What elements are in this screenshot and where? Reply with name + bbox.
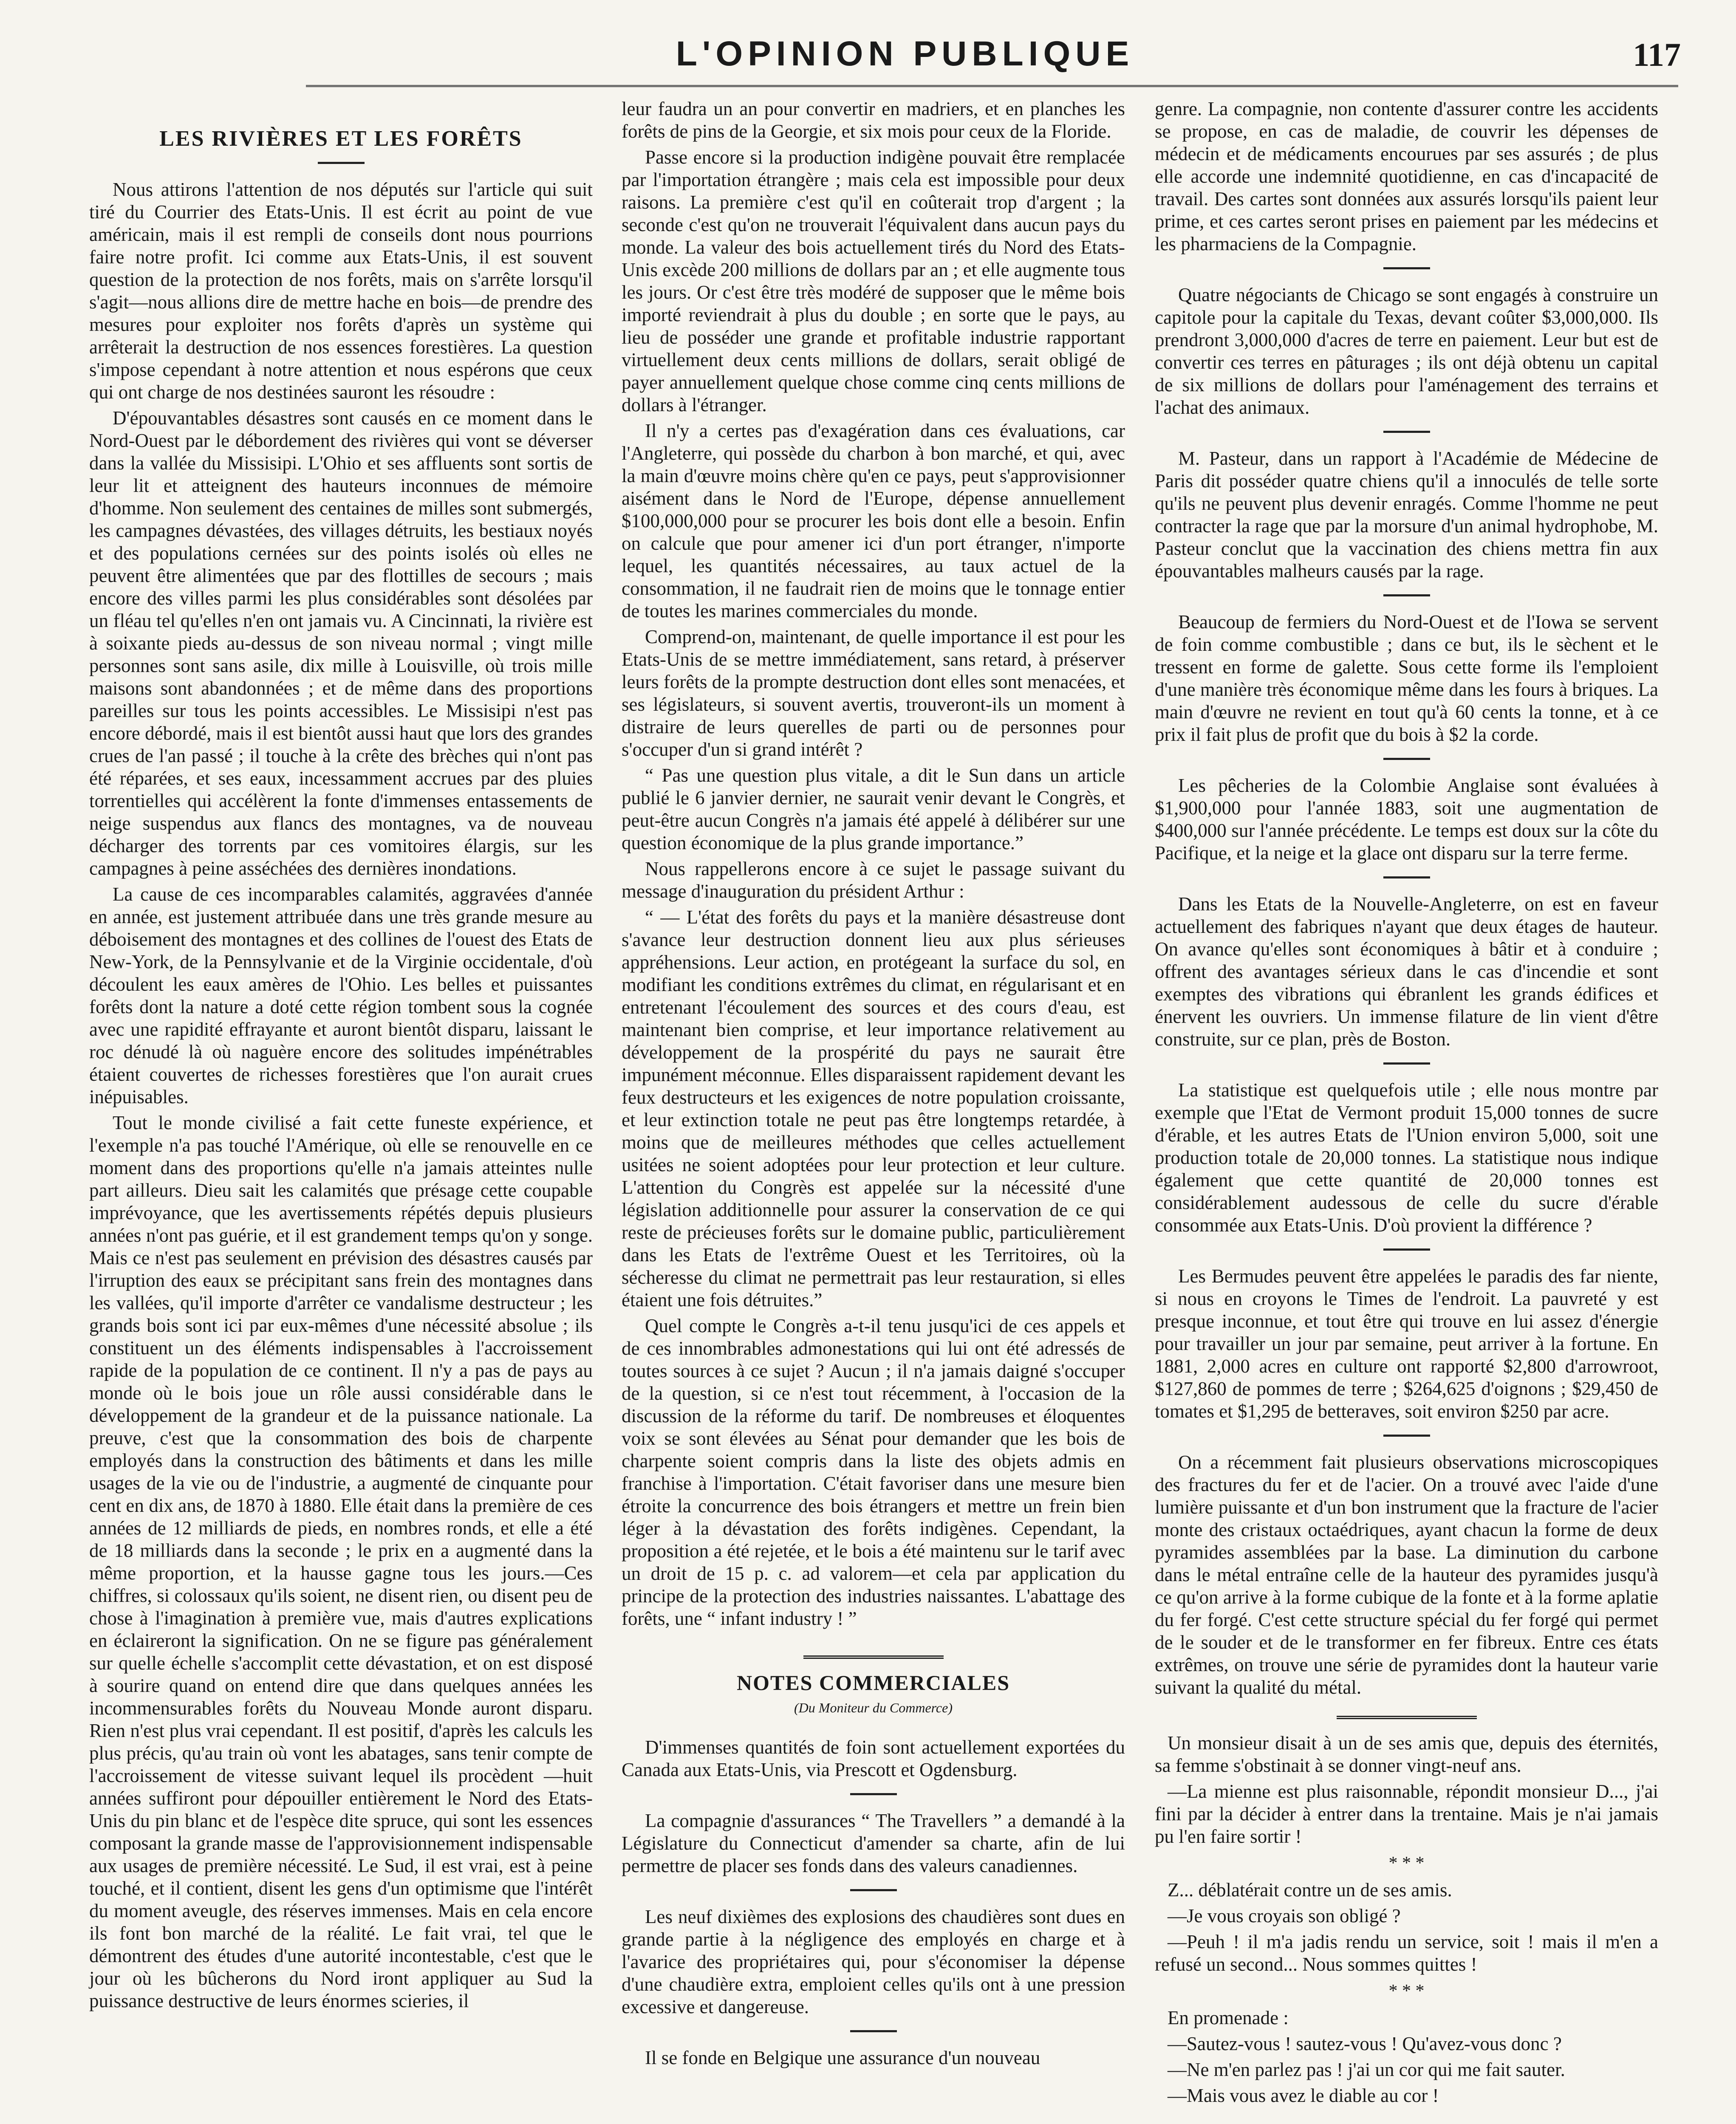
- note-rule: [1383, 1435, 1430, 1437]
- column-3: [1155, 98, 1658, 2110]
- article-paragraph: Nous rappellerons encore à ce sujet le passage suivant du message d'inauguration du président Arthur :: [622, 858, 1125, 902]
- jokes-section: [1155, 1732, 1658, 2107]
- joke-line: —La mienne est plus raisonnable, répondit monsieur D..., j'ai fini par la décider à entrer dans la trentaine. Mais je n'ai jamais pu l'en faire sortir !: [1155, 1781, 1658, 1847]
- asterism: * * *: [1388, 1853, 1425, 1873]
- note-item: Quatre négociants de Chicago se sont engagés à construire un capitole pour la capitale du Texas, devant coûter $3,000,000. Ils prendront 3,000,000 d'acres de terre en paiement. Leur but est de convertir ces terres en pâturages ; ils ont déjà obtenu un capital de six millions de dollars pour l'aménagement des terrains et l'achat des animaux.: [1155, 284, 1658, 418]
- note-rule: [1383, 1248, 1430, 1251]
- note-item: genre. La compagnie, non contente d'assurer contre les accidents se propose, en cas de maladie, de couvrir les dépenses de médecin et de médicaments encourues par ses assurés ; de plus elle accorde une indemnité quotidienne, en cas d'incapacité de travail. Des cartes sont données aux assurés lorsqu'ils paient leur prime, et ces cartes seront prises en paiement par les médecins et les pharmaciens de la Compagnie.: [1155, 98, 1658, 254]
- page-number: 117: [1633, 36, 1681, 73]
- article-paragraph: Nous attirons l'attention de nos députés sur l'article qui suit tiré du Courrier des Etats-Unis. Il est écrit au point de vue américain, mais il est rempli de conseils dont nous pourrions faire notre profit. Ici comme aux Etats-Unis, il est souvent question de la protection de nos forêts, mais on s'arrête lorsqu'il s'agit—nous allions dire de mettre hache en bois—de prendre des mesures pour exploiter nos forêts d'après un système qui arrêterait la destruction de nos essences forestières. La question s'impose cependant à notre attention et nous espérons que ceux qui ont charge de nos destinées sauront les résoudre :: [89, 179, 593, 403]
- notes-title: NOTES COMMERCIALES: [736, 1671, 1010, 1695]
- note-item: Dans les Etats de la Nouvelle-Angleterre, on est en faveur actuellement des fabriques n'ayant que deux étages de hauteur. On avance qu'elles sont économiques à bâtir et à conduire ; offrent des avantages sérieux dans le cas d'incendie et sont exemptes des vibrations qui ébranlent les grands édifices et énervent les ouvriers. Un immense filature de lin vient d'être construite, sur ce plan, près de Boston.: [1155, 893, 1658, 1050]
- article-paragraph: Il n'y a certes pas d'exagération dans ces évaluations, car l'Angleterre, qui possède du charbon à bon marché, et qui, avec la main d'œuvre moins chère qu'en ce pays, peut s'approvisionner aisément dans le Nord de l'Europe, dépense annuellement $100,000,000 pour se procurer les bois dont elle a besoin. Enfin on calcule que pour amener ici d'un port étranger, n'importe lequel, les quantités nécessaires, au taux actuel de la consommation, il ne faudrait rien de moins que le tonnage entier de toutes les marines commerciales du monde.: [622, 420, 1125, 621]
- notes-subtitle: (Du Moniteur du Commerce): [794, 1700, 953, 1715]
- note-rule: [1383, 594, 1430, 596]
- joke-line: Un monsieur disait à un de ses amis que, depuis des éternités, sa femme s'obstinait à se donner vingt-neuf ans.: [1155, 1732, 1658, 1776]
- note-rule: [850, 1793, 897, 1795]
- article-paragraph: Passe encore si la production indigène pouvait être remplacée par l'importation étrangère ; mais cela est impossible pour deux raisons. La première c'est qu'il en coûterait trop d'argent ; la seconde c'est qu'on ne trouverait l'équivalent dans aucun pays du monde. La valeur des bois actuellement tirés du Nord des Etats-Unis excède 200 millions de dollars par an ; et elle augmente tous les jours. Or c'est être très modéré de supposer que le même bois importé reviendrait à plus du double ; en sorte que le pays, au lieu de posséder une grande et profitable industrie rapportant virtuellement deux cents millions de dollars, serait obligé de payer annuellement quelque chose comme cinq cents millions de dollars à l'étranger.: [622, 147, 1125, 415]
- note-rule: [1383, 876, 1430, 878]
- joke-line: —Mais vous avez le diable au cor !: [1168, 2085, 1439, 2106]
- joke-line: —Sautez-vous ! sautez-vous ! Qu'avez-vous donc ?: [1168, 2033, 1562, 2054]
- joke-line: En promenade :: [1168, 2007, 1289, 2028]
- asterism: * * *: [1388, 1981, 1425, 2001]
- article-paragraph: Quel compte le Congrès a-t-il tenu jusqu'ici de ces appels et de ces innombrables admonestations qui lui ont été adressés de toutes sources à ce sujet ? Aucun ; il n'a jamais daigné s'occuper de la question, si ce n'est tout récemment, à l'occasion de la discussion de la réforme du tarif. De nombreuses et éloquentes voix se sont élevées au Sénat pour demander que les bois de charpente soient compris dans la liste des objets admis en franchise à l'importation. C'était favoriser dans une mesure bien étroite la concurrence des bois étrangers et mettre un frein bien léger à la dévastation des forêts indigènes. Cependant, la proposition a été rejetée, et le bois a été maintenu sur le tarif avec un droit de 15 p. c. ad valorem—et cela par application du principe de la protection des industries naissantes. L'abattage des forêts, une “ infant industry ! ”: [622, 1315, 1125, 1629]
- note-item: Il se fonde en Belgique une assurance d'un nouveau: [645, 2047, 1040, 2068]
- article-paragraph: “ Pas une question plus vitale, a dit le Sun dans un article publié le 6 janvier dernier, ne saurait venir devant le Congrès, et peut-être aucun Congrès n'a jamais été appelé à délibérer sur une question économique de la plus grande importance.”: [622, 765, 1125, 853]
- note-item: La compagnie d'assurances “ The Travellers ” a demandé à la Législature du Connecticut d'amender sa charte, afin de lui permettre de placer ses fonds dans des valeurs canadiennes.: [622, 1810, 1125, 1876]
- note-item: On a récemment fait plusieurs observations microscopiques des fractures du fer et de l'acier. On a trouvé avec l'aide d'une lumière puissante et d'un bon instrument que la fracture de l'acier monte des cristaux octaédriques, ayant chacun la forme de deux pyramides assemblées par la base. La diminution du carbone dans le métal entraîne celle de la hauteur des pyramides jusqu'à ce qu'on arrive à la forme cubique de la fonte et à la forme aplatie du fer forgé. C'est cette structure spécial du fer forgé qui permet de le souder et de le transformer en fer fibreux. Entre ces états extrêmes, on trouve une série de pyramides dont la hauteur varie suivant la qualité du métal.: [1155, 1452, 1658, 1698]
- note-rule: [1383, 758, 1430, 760]
- publication-title: L'OPINION PUBLIQUE: [676, 34, 1134, 73]
- note-item: Les neuf dixièmes des explosions des chaudières sont dues en grande partie à la négligence des employés en charge et à l'avarice des propriétaires qui, pour s'économiser la dépense d'une chaudière extra, emploient celles qu'ils ont à une pression excessive et dangereuse.: [622, 1906, 1125, 2017]
- article-paragraph: Tout le monde civilisé a fait cette funeste expérience, et l'exemple n'a pas touché l'Amérique, où elle se renouvelle en ce moment dans des proportions qu'elle n'a jamais atteintes nulle part ailleurs. Dieu sait les calamités que présage cette coupable imprévoyance, que les avertissements répétés depuis plusieurs années n'ont pas guérie, et il est grandement temps qu'on y songe. Mais ce n'est pas seulement en prévision des désastres causés par l'irruption des eaux se précipitant sans frein des montagnes dans les vallées, qu'il importe d'arrêter ce vandalisme destructeur ; les grands bois sont ici par eux-mêmes d'une nécessité absolue ; ils constituent un des éléments indispensables à l'accroissement rapide de la population de ce continent. Il n'y a pas de pays au monde où le bois joue un rôle aussi considérable dans le développement de la grandeur et de la puissance nationale. La preuve, c'est que la consommation des bois de charpente employés dans la construction des bâtiments et dans les mille usages de la vie ou de l'industrie, a augmenté de cinquante pour cent en dix ans, de 1870 à 1880. Elle était dans la première de ces années de 12 milliards de pieds, en nombres ronds, et elle a été de 18 milliards dans la seconde ; le prix en a augmenté dans la même proportion, et la hausse gagne tous les jours.—Ces chiffres, si colossaux qu'ils soient, ne disent rien, ou disent peu de chose à l'imagination à première vue, mais d'autres explications en éclaireront la signification. On ne se figure pas généralement sur quelle échelle s'accomplit cette dévastation, et on est disposé à sourire quand on entend dire que dans quelques années les incommensurables forêts du Nouveau Monde auront disparu. Rien n'est plus vrai cependant. Il est positif, d'après les calculs les plus précis, qu'au train où vont les abatages, sans tenir compte de l'accroissement de vitesse suivant lequel ils procèdent —huit années suffiront pour dépouiller entièrement le Nord des Etats-Unis du pin blanc et de l'espèce dite spruce, qui sont les essences composant la grande masse de l'approvisionnement indispensable aux usages de première nécessité. Le Sud, il est vrai, est à peine touché, et il contient, disent les gens d'un optimisme que l'intérêt du moment aveugle, des réserves immenses. Mais en cela encore ils font bon marché de la réalité. Le fait vrai, tel que le démontrent des études d'une autorité incontestable, c'est que le jour où les bûcherons du Nord iront appliquer au Sud la puissance destructive de leurs énormes scieries, il: [89, 1112, 593, 2011]
- joke-line: —Peuh ! il m'a jadis rendu un service, soit ! mais il m'en a refusé un second... Nous sommes quittes !: [1155, 1931, 1658, 1975]
- note-item: Les pêcheries de la Colombie Anglaise sont évaluées à $1,900,000 pour l'année 1883, soit une augmentation de $400,000 sur l'année précédente. Le temps est doux sur la côte du Pacifique, et la neige et la glace ont disparu sur la terre ferme.: [1155, 775, 1658, 864]
- note-rule: [1383, 267, 1430, 269]
- note-item: Les Bermudes peuvent être appelées le paradis des far niente, si nous en croyons le Times de l'endroit. La pauvreté y est presque inconnue, et tout être qui trouve en lui assez d'énergie pour travailler un jour par semaine, peut arriver à la fortune. En 1881, 2,000 acres en culture ont rapporté $2,800 d'arrowroot, $127,860 de pommes de terre ; $264,625 d'oignons ; $29,450 de tomates et $1,295 de betteraves, soit environ $250 par acre.: [1155, 1265, 1658, 1422]
- note-item: D'immenses quantités de foin sont actuellement exportées du Canada aux Etats-Unis, via Prescott et Ogdensburg.: [622, 1737, 1125, 1780]
- article-title: LES RIVIÈRES ET LES FORÊTS: [159, 127, 523, 151]
- article-paragraph: Comprend-on, maintenant, de quelle importance il est pour les Etats-Unis de se mettre immédiatement, sans retard, à préserver leurs forêts de la prompte destruction dont elles sont menacées, et ses législateurs, si souvent avertis, trouveront-ils un moment à distraire de leurs querelles de parti ou de personnes pour s'occuper d'un si grand intérêt ?: [622, 626, 1125, 760]
- note-rule: [850, 2030, 897, 2032]
- article-paragraph: D'épouvantables désastres sont causés en ce moment dans le Nord-Ouest par le débordement des rivières qui vont se déverser dans la vallée du Missisipi. L'Ohio et ses affluents sont sortis de leur lit et atteignent des hauteurs inconnues de mémoire d'homme. Non seulement des centaines de milles sont submergés, les campagnes dévastées, des villages détruits, les bestiaux noyés et des populations cernées sur des points isolés où elles ne peuvent être alimentées que par des flottilles de secours ; mais encore des villes parmi les plus considérables sont désolées par un fléau tel qu'elles n'en ont jamais vu. A Cincinnati, la rivière est à soixante pieds au-dessus de son niveau normal ; vingt mille personnes sont sans asile, dix mille à Louisville, où trois mille maisons sont abandonnées ; et de même dans des proportions pareilles sur tous les points accessibles. Le Missisipi n'est pas encore débordé, mais il est bientôt aussi haut que lors des grandes crues de l'an passé ; il touche à la crête des brèches qui n'ont pas été réparées, et ses eaux, incessamment accrues par des pluies torrentielles qui accélèrent la fonte d'immenses entassements de neige suspendus aux flancs des montagnes, va de nouveau décharger des torrents par ces vomitoires élargis, sur les campagnes à peine asséchées des dernières inondations.: [89, 407, 593, 879]
- column-1: [89, 102, 593, 2016]
- note-rule: [1383, 1062, 1430, 1065]
- article-paragraph: leur faudra un an pour convertir en madriers, et en planches les forêts de pins de la Georgie, et six mois pour ceux de la Floride.: [622, 98, 1125, 142]
- column-2: [622, 98, 1125, 2073]
- joke-line: —Je vous croyais son obligé ?: [1168, 1905, 1401, 1926]
- note-item: La statistique est quelquefois utile ; elle nous montre par exemple que l'Etat de Vermont produit 15,000 tonnes de sucre d'érable, et les autres Etats de l'Union environ 5,000, soit une production totale de 20,000 tonnes. La statistique nous indique également que cette quantité de 20,000 tonnes est considérablement audessous de celle du sucre d'érable consommée aux Etats-Unis. D'où provient la différence ?: [1155, 1079, 1658, 1236]
- masthead-rule: [306, 85, 1678, 87]
- note-rule: [850, 1889, 897, 1891]
- joke-line: —Ne m'en parlez pas ! j'ai un cor qui me fait sauter.: [1168, 2059, 1565, 2080]
- masthead: [0, 17, 1736, 81]
- section-rule: [1337, 1716, 1477, 1719]
- article-paragraph: La cause de ces incomparables calamités, aggravées d'année en année, est justement attribuée dans une très grande mesure au déboisement des montagnes et des collines de l'ouest des Etats de New-York, de la Pennsylvanie et de la Virginie occidentale, d'où découlent les eaux amères de l'Ohio. Les belles et puissantes forêts dont la nature a doté cette région tombent sous la cognée avec une rapidité effrayante et auront bientôt disparu, laissant le roc dénudé là où naguère encore des solitudes impénétrables étaient couvertes de richesses forestières que l'on aurait crues inépuisables.: [89, 884, 593, 1107]
- article-paragraph: “ — L'état des forêts du pays et la manière désastreuse dont s'avance leur destruction donnent lieu aux plus sérieuses appréhensions. Leur action, en protégeant la surface du sol, en modifiant les conditions extrêmes du climat, en régularisant et en entretenant l'écoulement des sources et des cours d'eau, est maintenant bien comprise, et leur importance relativement au développement de la prospérité du pays ne saurait être impunément méconnue. Elles disparaissent rapidement devant les feux destructeurs et les exigences de notre population croissante, et leur extinction totale ne peut pas être longtemps retardée, à moins que de meilleures méthodes que celles actuellement usitées ne soient adoptées pour leur protection et leur culture. L'attention du Congrès est appelée sur la nécessité d'une législation additionnelle pour assurer la conservation de ce qui reste de précieuses forêts sur le domaine public, particulièrement dans les Etats de l'extrême Ouest et les Territoires, où la sécheresse du climat ne permettrait pas leur restauration, si elles étaient une fois détruites.”: [622, 907, 1125, 1311]
- joke-line: Z... déblatérait contre un de ses amis.: [1168, 1879, 1452, 1901]
- note-rule: [1383, 431, 1430, 433]
- note-item: M. Pasteur, dans un rapport à l'Académie de Médecine de Paris dit posséder quatre chiens qu'il a innoculés de telle sorte qu'ils ne peuvent plus devenir enragés. Comme l'homme ne peut contracter la rage que par la morsure d'un animal hydrophobe, M. Pasteur conclut que la vaccination des chiens mettra fin aux épouvantables malheurs causés par la rage.: [1155, 448, 1658, 582]
- note-item: Beaucoup de fermiers du Nord-Ouest et de l'Iowa se servent de foin comme combustible ; dans ce but, ils le sèchent et le tressent en forme de galette. Sous cette forme ils l'emploient d'une manière très économique même dans les fours à briques. La main d'œuvre ne revient en tout qu'à 60 cents la tonne, et à ce prix il fait plus de profit que du bois à $2 la corde.: [1155, 611, 1658, 745]
- section-rule: [803, 1655, 944, 1659]
- title-rule: [318, 162, 365, 164]
